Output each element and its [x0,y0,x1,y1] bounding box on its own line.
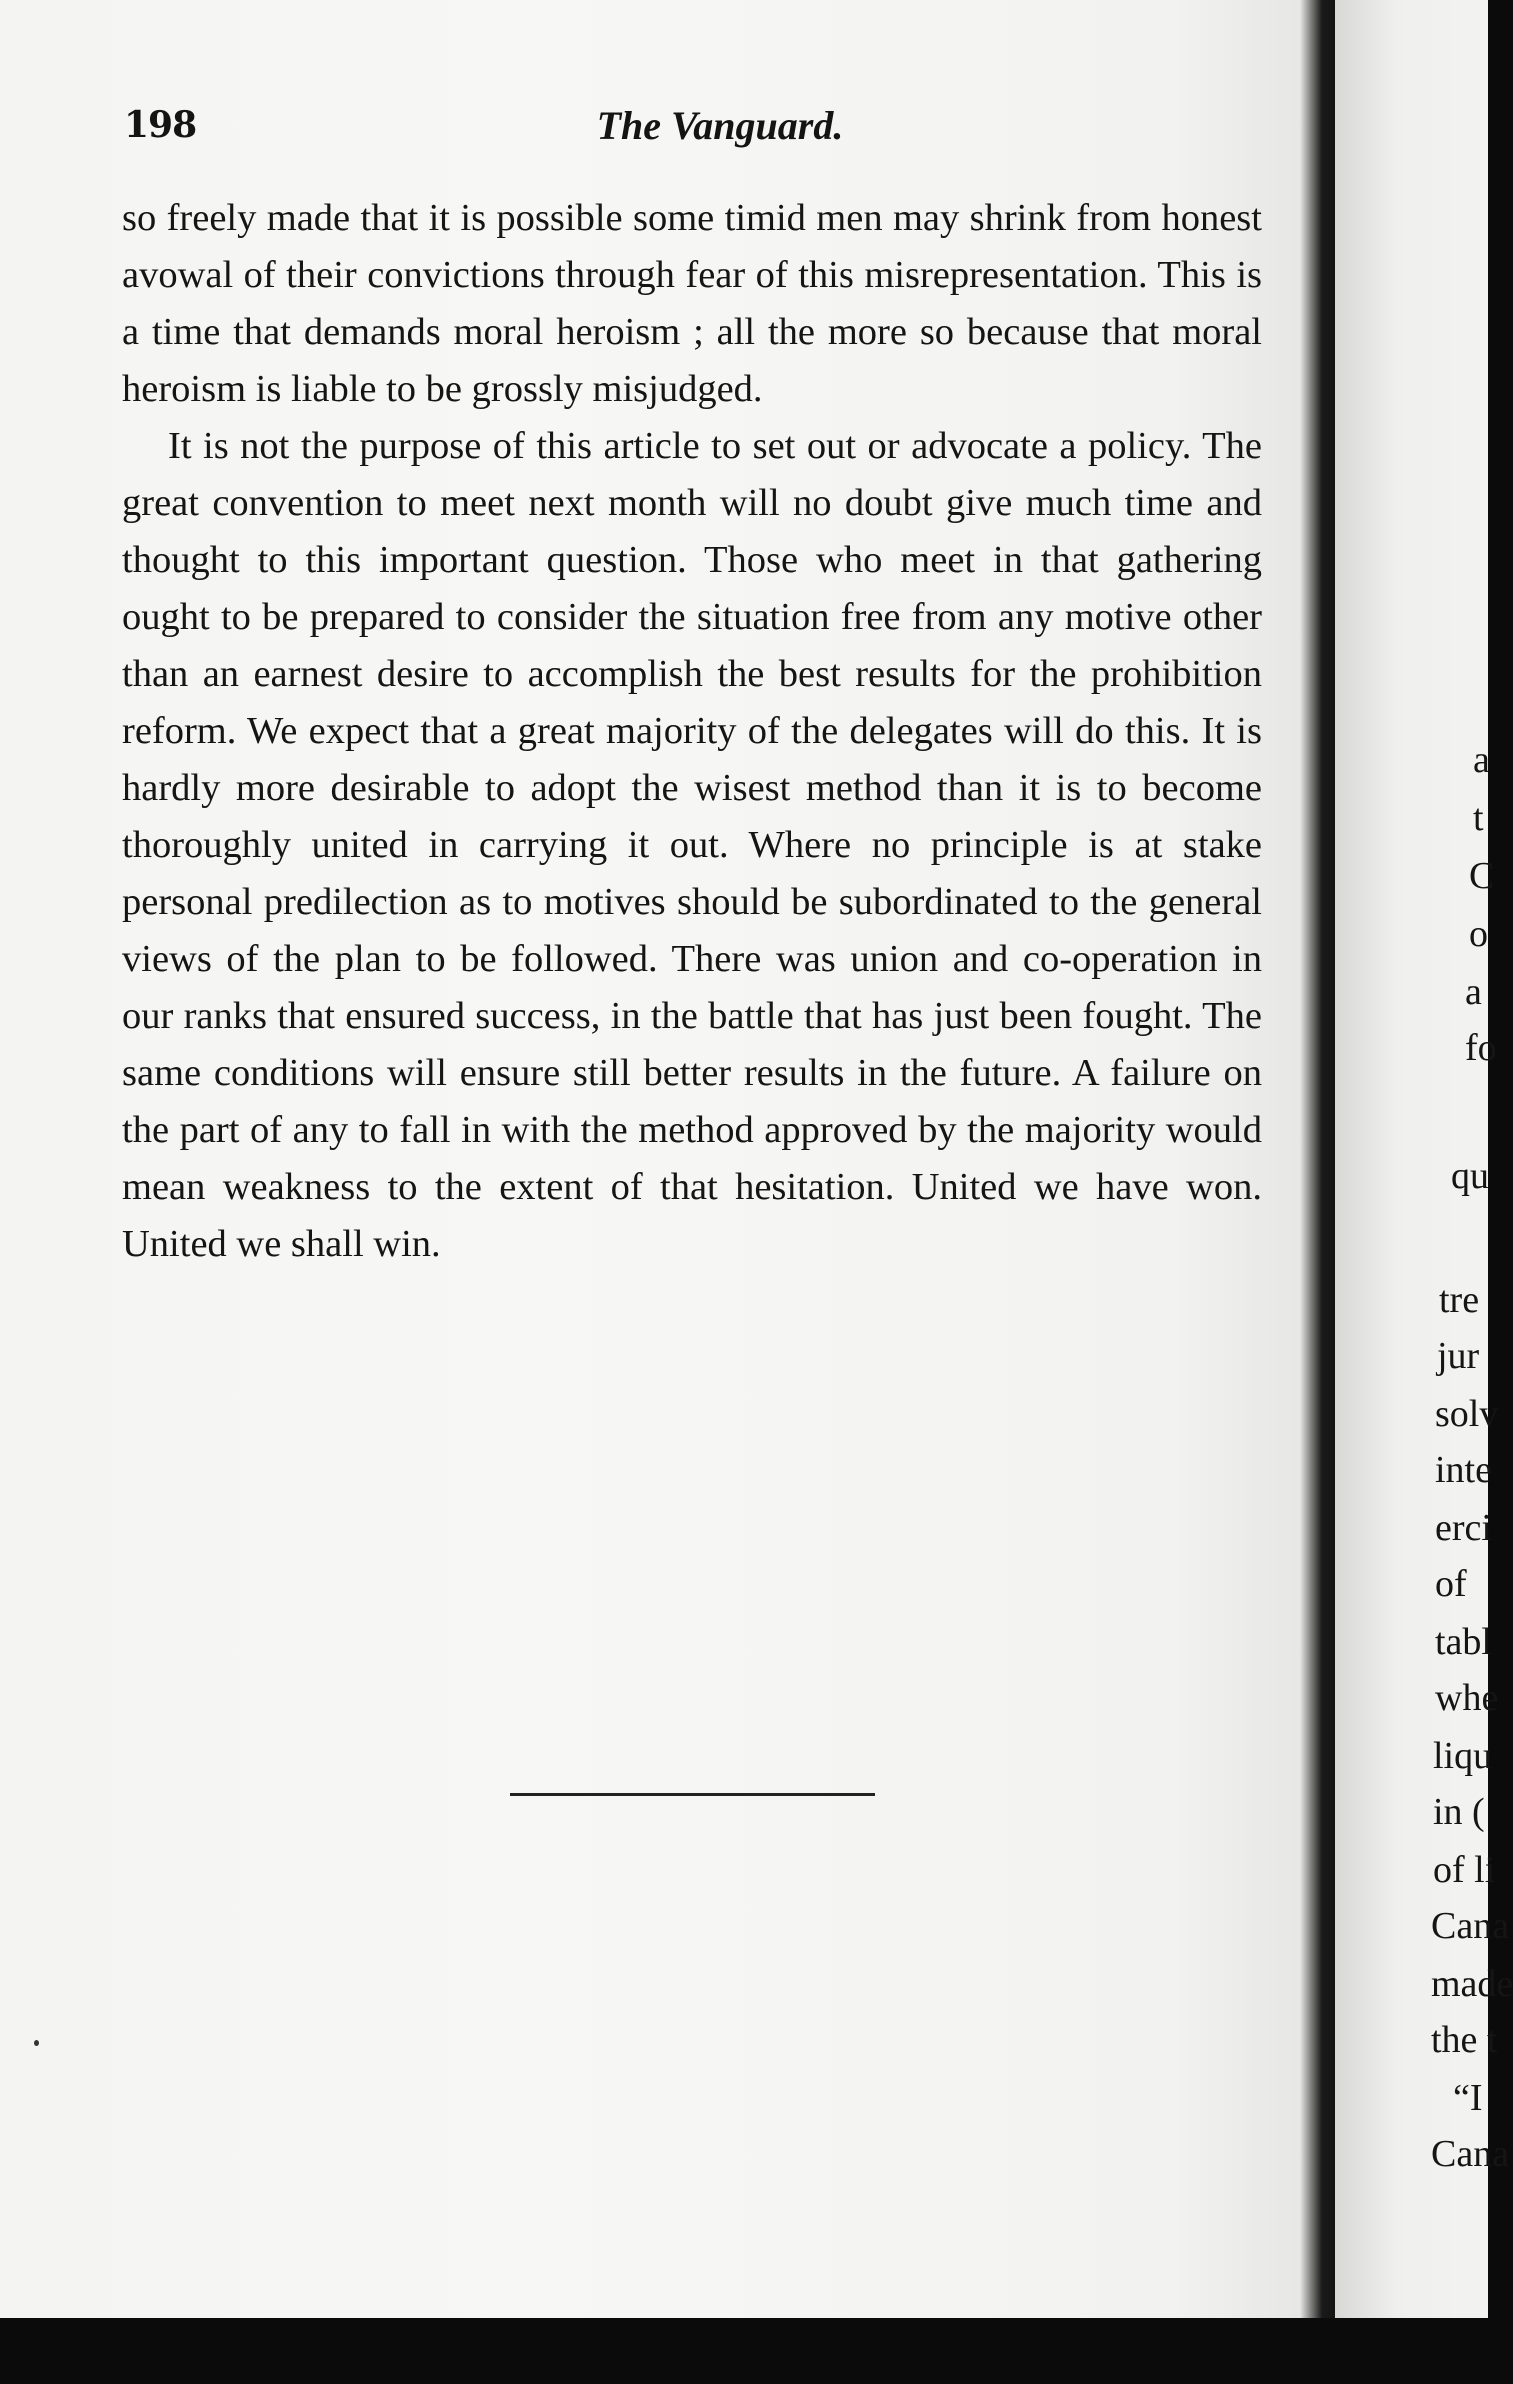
facing-fragment: o [1469,913,1488,955]
facing-fragment: “I [1453,2077,1483,2119]
facing-fragment: Cana [1431,2133,1510,2175]
facing-fragment: jur [1437,1335,1480,1377]
page-number: 198 [124,104,197,146]
running-head-title: The Vanguard. [596,103,844,148]
facing-fragment: of [1435,1563,1467,1605]
facing-page-edge [1335,0,1513,2330]
facing-fragment: tabl [1435,1621,1492,1663]
paragraph-1: so freely made that it is possible some timid men may shrink from honest avowal of their convictions through fear of this misrepresentation. This is a time that demands moral heroism ; all the more so because that moral heroism is liable to be grossly misjudged. [122,197,1262,410]
facing-fragment: tre [1439,1279,1480,1321]
scan-bottom-border [0,2318,1488,2384]
facing-fragment: t [1473,797,1484,839]
paragraph-2: It is not the purpose of this article to set out or advocate a policy. The great convention to meet next month will no doubt give much time and thought to this important question. Those who meet in that gathering ought to be prepared to consider the situation free from any motive other than an earnest desire to accomplish the best results for the prohibition reform. We expect that a great majority of the delegates will do this. It is hardly more desirable to adopt the wisest method than it is to become thoroughly united in carrying it out. Where no principle is at stake personal predilection as to motives should be subordinated to the general views of the plan to be followed. There was union and co-operation in our ranks that ensured success, in the battle that has just been fought. The same conditions will ensure still better results in the future. A failure on the part of any to fall in with the method approved by the majority would mean weakness to the extent of that hesitation. United we have won. United we shall win. [122,425,1262,1265]
section-end-rule [510,1793,875,1796]
facing-fragment: in ( [1433,1791,1485,1833]
facing-fragment: Cana [1431,1905,1510,1947]
facing-fragment: a [1473,739,1490,781]
facing-fragment: a [1465,971,1482,1013]
facing-fragment: fo [1465,1027,1497,1069]
facing-fragment: erci [1435,1507,1492,1549]
facing-fragment: inte [1435,1449,1492,1491]
book-gutter-shadow [1300,0,1340,2330]
facing-fragment: made [1431,1963,1513,2005]
facing-fragment: whe [1435,1677,1499,1719]
facing-fragment: solv [1435,1393,1499,1435]
facing-fragment: C [1469,855,1495,897]
facing-fragment: the t [1431,2019,1498,2061]
article-body [122,190,1262,1273]
facing-fragment: of li [1433,1849,1496,1891]
scan-speck [34,2040,39,2046]
facing-fragment: liqu [1433,1735,1493,1777]
facing-fragment: qu [1451,1155,1489,1197]
